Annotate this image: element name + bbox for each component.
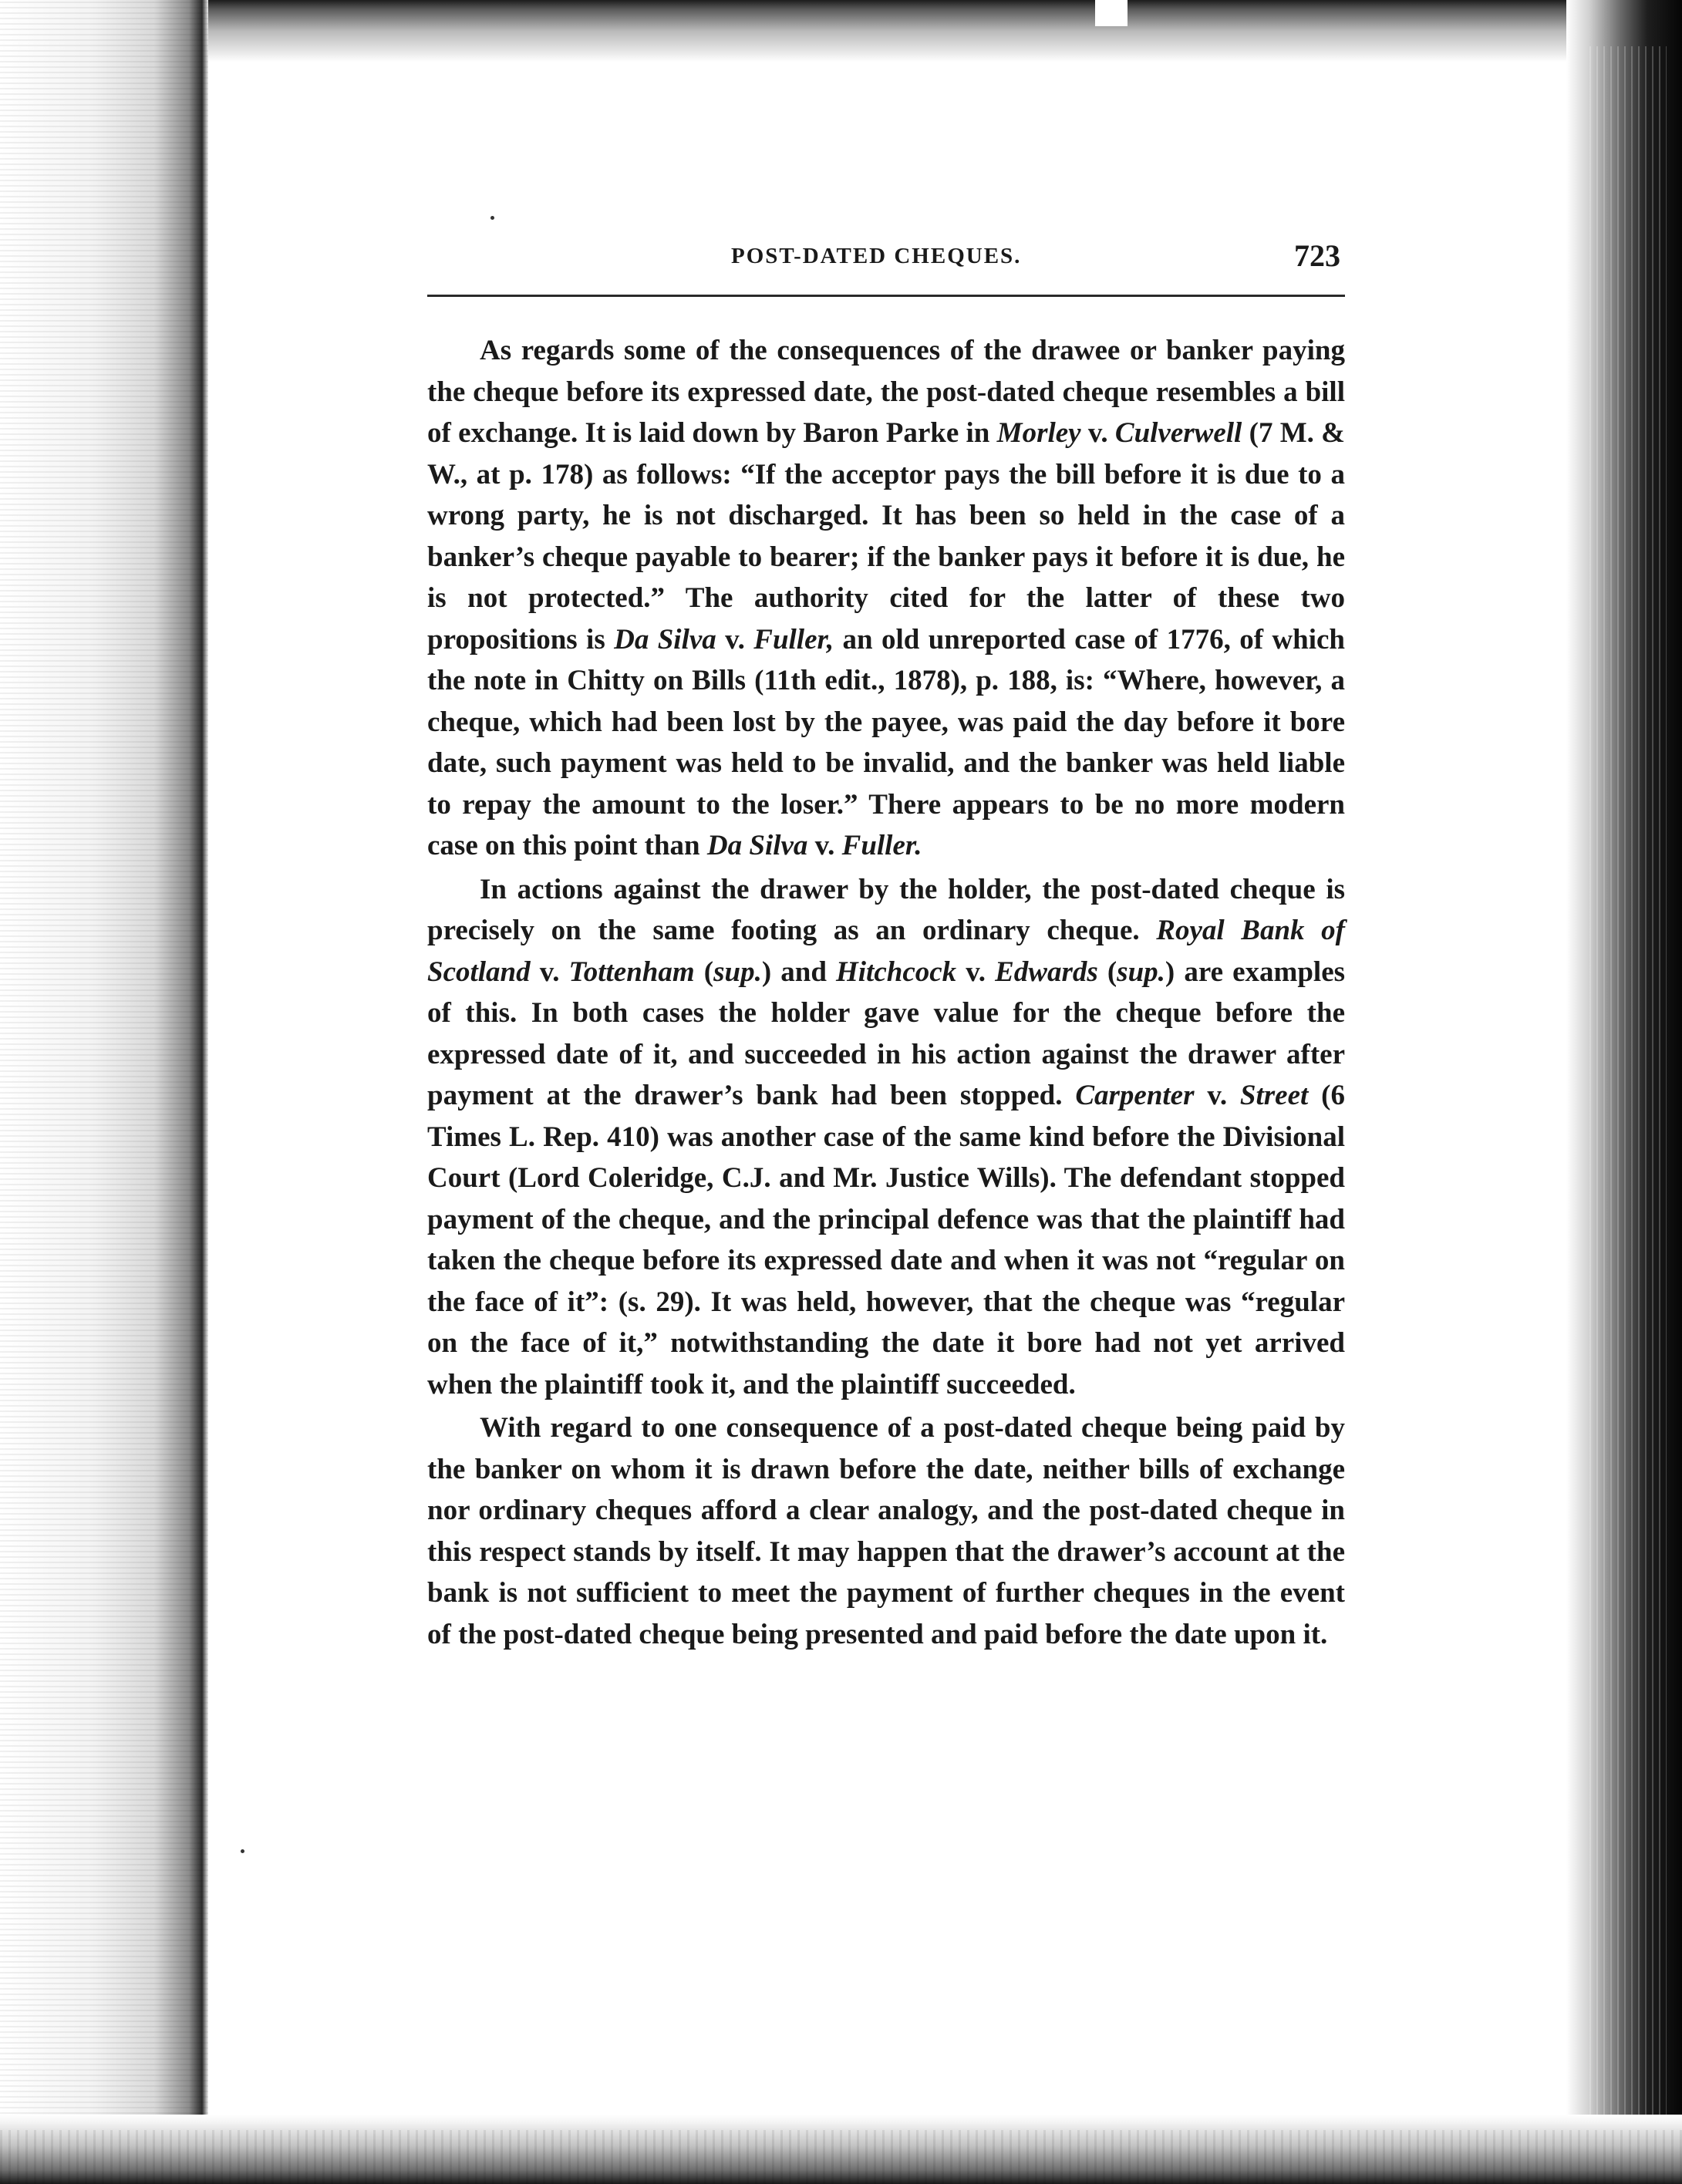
text-run: With regard to one consequence of a post-dated cheque being paid by the banker on whom it is drawn before the date, neither bills of exchange nor ordinary cheques afford a clear analogy, and the post-dated cheque in this respect stands by itself. It may happen that the drawer’s account at the bank is not sufficient to meet the payment of further cheques in the event of the post-dated cheque being presented and paid before the date upon it. [427, 1412, 1345, 1650]
text-run: v. [956, 956, 996, 988]
text-run: ( [694, 956, 714, 988]
scan-bottom-speckle [0, 2130, 1682, 2184]
italic-case-name: Morley [996, 417, 1081, 449]
italic-case-name: Street [1239, 1080, 1309, 1111]
scan-speck [241, 1849, 244, 1853]
header-rule [427, 295, 1345, 297]
italic-case-name: Carpenter [1075, 1080, 1195, 1111]
text-run: ) are examples of this. In both cases the holder gave value for the cheque before the expressed date of it, and succeeded in his action against the drawer after payment at the drawer’s bank had been stopped. [427, 956, 1346, 1111]
paragraph [427, 1407, 1345, 1655]
paragraph [427, 330, 1345, 867]
italic-case-name: Da Silva [706, 830, 808, 861]
scan-top-edge [0, 0, 1682, 62]
italic-case-name: Edwards [995, 956, 1098, 988]
italic-case-name: Fuller. [841, 830, 922, 861]
text-run: (7 M. & W., at p. 178) as follows: “If the acceptor pays the bill before it is due to a wrong party, he is not discharged. It has been so held in the case of a banker’s cheque payable to bearer; if the banker pays it before it is due, he is not protected.” The authority cited for the latter of these two propositions is [427, 417, 1345, 656]
italic-case-name: Fuller, [753, 623, 834, 656]
italic-case-name: sup. [1117, 956, 1165, 988]
italic-case-name: Hitchcock [836, 956, 957, 988]
text-run: v. [716, 623, 754, 656]
scan-left-speckle [0, 0, 208, 2184]
scan-top-gap [1095, 0, 1128, 26]
text-run: As regards some of the consequences of the drawee or banker paying the cheque before its expressed date, the post-dated cheque resembles a bill of exchange. It is laid down by Baron Parke in [427, 335, 1345, 449]
italic-case-name: sup. [713, 956, 762, 988]
text-run: ( [1097, 956, 1117, 988]
italic-case-name: Royal Bank of Scotland [427, 915, 1345, 988]
text-run: v. [1194, 1080, 1240, 1111]
scan-right-page-edges [1589, 46, 1667, 2128]
body-text [427, 330, 1345, 1657]
text-run: (6 Times L. Rep. 410) was another case of the same kind before the Divisional Court (Lord Coleridge, C.J. and Mr. Justice Wills). The defendant stopped payment of the cheque, and the principal defence was that the plaintiff had taken the cheque before its expressed date and when it was not “regular on the face of it”: (s. 29). It was held, however, that the cheque was “regular on the face of it,” notwithstanding the date it bore had not yet arrived when the plaintiff took it, and the plaintiff succeeded. [427, 1080, 1345, 1400]
running-head: POST-DATED CHEQUES. [731, 244, 1022, 268]
italic-case-name: Tottenham [568, 956, 695, 988]
italic-case-name: Da Silva [614, 623, 716, 656]
text-run: an old unreported case of 1776, of which the note in Chitty on Bills (11th edit., 1878), p. 188, is: “Where, however, a cheque, which had been lost by the payee, was paid the day before it bore date, such payment was held to be invalid, and the banker was held liable to repay the amount to the loser.” There appears to be no more modern case on this point than [427, 623, 1345, 861]
text-run: v. [530, 956, 569, 988]
scan-speck [490, 216, 494, 220]
paragraph [427, 869, 1345, 1406]
text-run: v. [1080, 417, 1115, 449]
page-header [427, 231, 1345, 285]
text-run: In actions against the drawer by the holder, the post-dated cheque is precisely on the same footing as an ordinary cheque. [427, 873, 1345, 946]
text-run: ) and [761, 956, 836, 988]
page-number: 723 [1294, 238, 1340, 273]
italic-case-name: Culverwell [1114, 417, 1242, 449]
book-page [427, 231, 1346, 1650]
text-run: v. [807, 830, 842, 861]
